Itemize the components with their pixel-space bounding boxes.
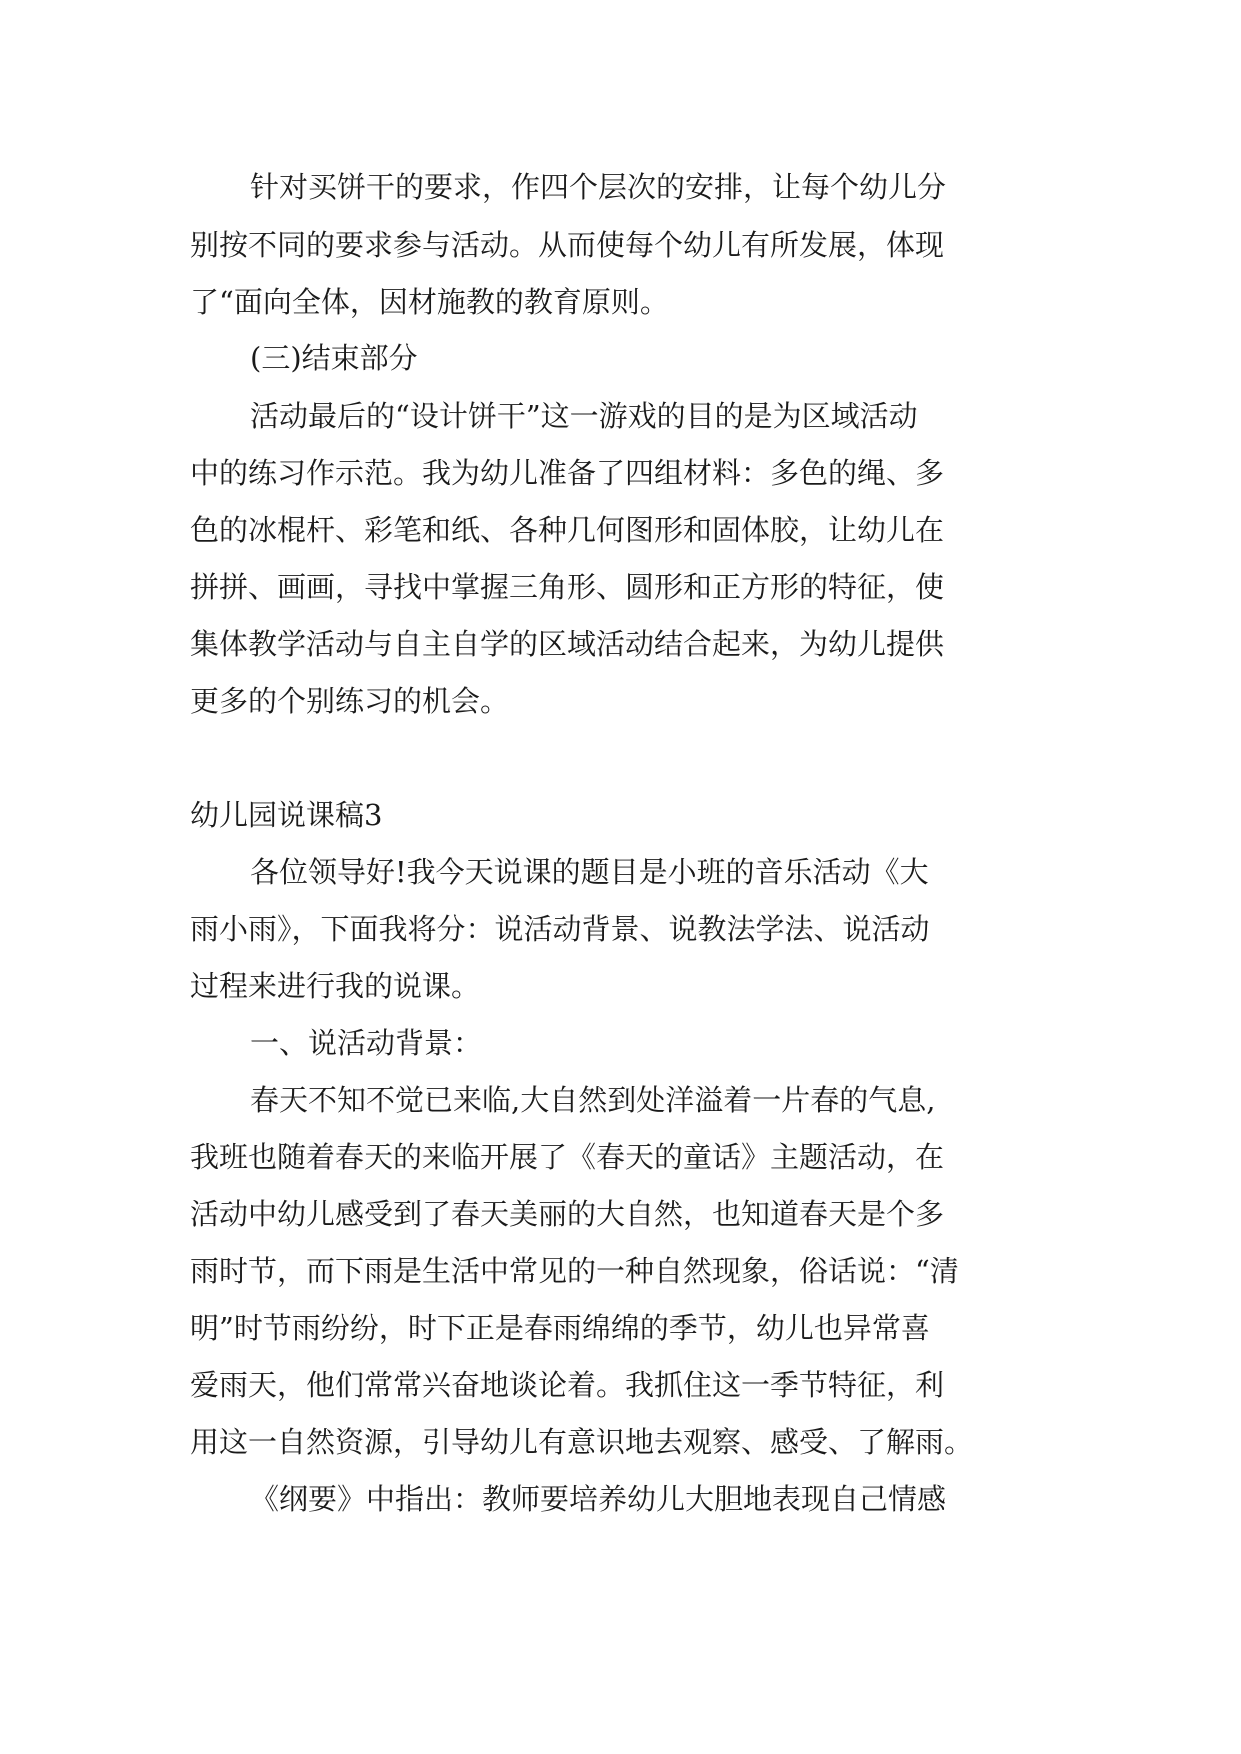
text-line: 更多的个别练习的机会。 — [190, 684, 510, 718]
text-line: 明”时节雨纷纷，时下正是春雨绵绵的季节，幼儿也异常喜 — [190, 1311, 930, 1345]
text-line: 春天不知不觉已来临,大自然到处洋溢着一片春的气息, — [250, 1083, 936, 1117]
text-line: 中的练习作示范。我为幼儿准备了四组材料：多色的绳、多 — [190, 456, 945, 490]
document-title: 幼儿园说课稿3 — [190, 798, 383, 832]
text-line: 了“面向全体，因材施教的教育原则。 — [190, 285, 669, 319]
section-heading: 一、说活动背景： — [250, 1026, 483, 1060]
text-line: 《纲要》中指出：教师要培养幼儿大胆地表现自己情感 — [250, 1482, 947, 1516]
text-line: 色的冰棍杆、彩笔和纸、各种几何图形和固体胶，让幼儿在 — [190, 513, 945, 547]
section-heading: (三)结束部分 — [250, 341, 418, 375]
text-line: 拼拼、画画，寻找中掌握三角形、圆形和正方形的特征，使 — [190, 570, 945, 604]
text-line: 雨时节，而下雨是生活中常见的一种自然现象，俗话说：“清 — [190, 1254, 959, 1288]
text-line: 用这一自然资源，引导幼儿有意识地去观察、感受、了解雨。 — [190, 1425, 974, 1459]
text-line: 爱雨天，他们常常兴奋地谈论着。我抓住这一季节特征，利 — [190, 1368, 945, 1402]
text-line: 别按不同的要求参与活动。从而使每个幼儿有所发展，体现 — [190, 228, 945, 262]
text-line: 集体教学活动与自主自学的区域活动结合起来，为幼儿提供 — [190, 627, 945, 661]
text-line: 针对买饼干的要求，作四个层次的安排，让每个幼儿分 — [250, 170, 947, 204]
text-line: 过程来进行我的说课。 — [190, 969, 481, 1003]
text-line: 我班也随着春天的来临开展了《春天的童话》主题活动，在 — [190, 1140, 945, 1174]
text-line: 活动最后的“设计饼干”这一游戏的目的是为区域活动 — [250, 399, 918, 433]
text-line: 雨小雨》，下面我将分：说活动背景、说教法学法、说活动 — [190, 912, 930, 946]
text-line: 活动中幼儿感受到了春天美丽的大自然，也知道春天是个多 — [190, 1197, 945, 1231]
text-line: 各位领导好!我今天说课的题目是小班的音乐活动《大 — [250, 855, 929, 889]
